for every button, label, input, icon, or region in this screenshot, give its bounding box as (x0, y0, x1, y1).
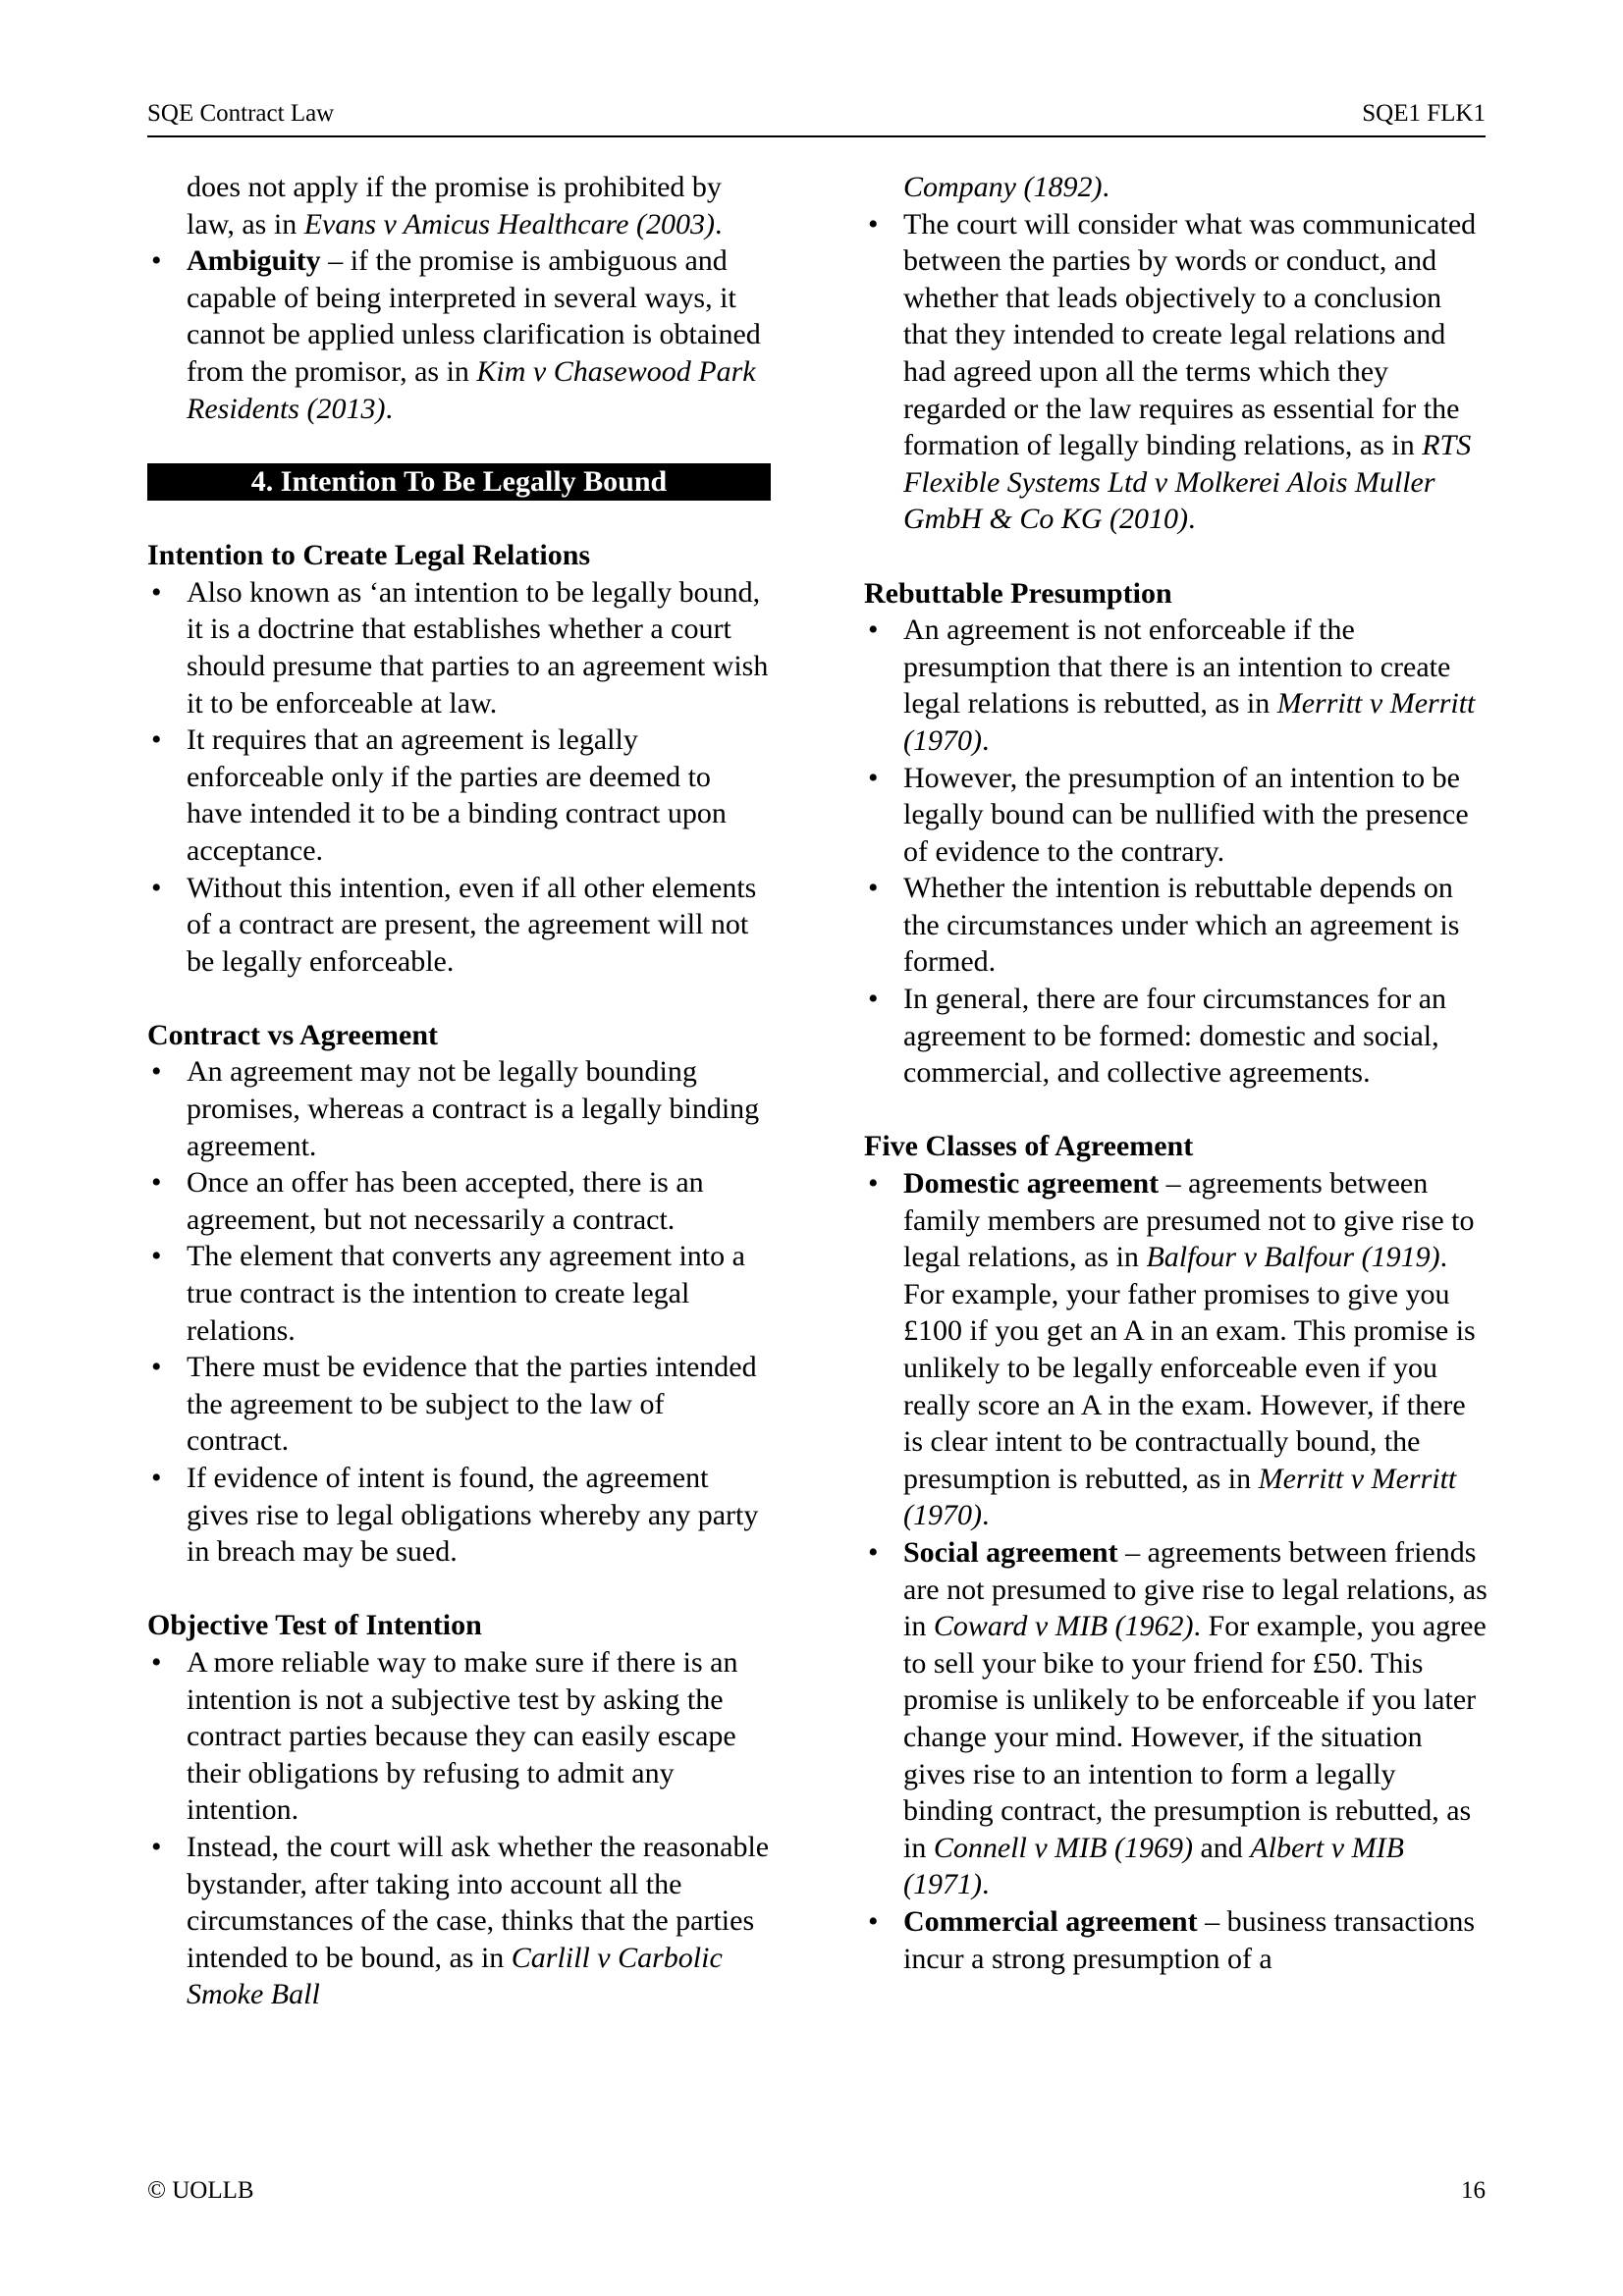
continued-paragraph: does not apply if the promise is prohibited by law, as in Evans v Amicus Healthcare (2003). (187, 171, 723, 240)
bullet-icon: • (868, 1535, 879, 1569)
list-item: • Commercial agreement – business transactions incur a strong presumption of a (868, 1904, 1476, 1975)
right-column (864, 169, 1488, 1977)
list-item: • However, the presumption of an intention to be legally bound can be nullified with the presence of evidence to the contrary. (868, 761, 1469, 868)
bullet-icon: • (868, 1904, 879, 1938)
bullet-icon: • (151, 723, 162, 757)
term: Ambiguity (187, 244, 321, 278)
list-item: • A more reliable way to make sure if there is an intention is not a subjective test by asking the contract parties because they can easily escape their obligations by refusing to admit any intention. (151, 1645, 738, 1827)
list-item: • Ambiguity – if the promise is ambiguous and capable of being interpreted in several ways, it cannot be applied unless clarification is obtained from the promisor, as in Kim v Chasewood Park Residents (2013). (151, 244, 761, 425)
list-item: • Whether the intention is rebuttable depends on the circumstances under which an agreement is formed. (868, 872, 1460, 979)
bullet-icon: • (868, 761, 879, 794)
list-item: • If evidence of intent is found, the agreement gives rise to legal obligations whereby any party in breach may be sued. (151, 1462, 759, 1569)
bullet-icon: • (151, 1166, 162, 1200)
case-citation: Balfour v Balfour (1919) (1146, 1241, 1440, 1274)
bullet-list (864, 1165, 1488, 1977)
header-code: SQE1 FLK1 (1362, 100, 1486, 127)
bullet-list (147, 1644, 771, 2013)
bullet-icon: • (151, 244, 162, 278)
continued-paragraph: Company (1892). (903, 171, 1109, 203)
bullet-icon: • (868, 207, 879, 240)
list-item: • Without this intention, even if all other elements of a contract are present, the agreement will not be legally enforceable. (151, 871, 757, 978)
bullet-list (864, 612, 1488, 1092)
list-item: • Also known as ‘an intention to be legally bound, it is a doctrine that establishes whether a court should presume that parties to an agreement wish it to be enforceable at law. (151, 575, 769, 720)
section-heading: Intention to Create Legal Relations (147, 539, 591, 572)
list-item: • In general, there are four circumstances for an agreement to be formed: domestic and social, commercial, and collective agreements. (868, 983, 1447, 1090)
list-item: • An agreement is not enforceable if the presumption that there is an intention to create legal relations is rebutted, as in Merritt v Merritt (1970). (868, 614, 1476, 757)
case-citation: RTS Flexible Systems Ltd v Molkerei Alois Muller GmbH & Co KG (2010) (903, 429, 1472, 536)
bullet-list (147, 1053, 771, 1570)
term: Domestic agreement (903, 1167, 1160, 1201)
bullet-icon: • (151, 871, 162, 904)
case-citation: Merritt v Merritt (1970) (903, 687, 1476, 757)
bullet-icon: • (151, 1351, 162, 1384)
case-citation: Kim v Chasewood Park Residents (2013) (187, 354, 756, 425)
section-heading: Five Classes of Agreement (864, 1130, 1194, 1163)
bullet-icon: • (868, 614, 879, 647)
page-number: 16 (1461, 2177, 1486, 2204)
case-citation: Coward v MIB (1962) (933, 1610, 1194, 1643)
case-citation: Connell v MIB (1969) (933, 1831, 1193, 1864)
list-item: • The element that converts any agreement into a true contract is the intention to create legal relations. (151, 1240, 745, 1347)
bullet-icon: • (868, 983, 879, 1016)
case-citation: Evans v Amicus Healthcare (2003) (303, 207, 715, 240)
bullet-list (147, 574, 771, 981)
case-citation: Merritt v Merritt (1970) (903, 1462, 1457, 1532)
list-item: • An agreement may not be legally bounding promises, whereas a contract is a legally binding agreement. (151, 1055, 760, 1162)
bullet-icon: • (868, 872, 879, 905)
bullet-icon: • (868, 1167, 879, 1201)
left-column (147, 169, 771, 2013)
case-citation: Albert v MIB (1971) (903, 1831, 1404, 1901)
list-item: • Once an offer has been accepted, there is an agreement, but not necessarily a contract. (151, 1166, 704, 1236)
list-item: • There must be evidence that the parties intended the agreement to be subject to the law of contract. (151, 1351, 757, 1458)
section-heading: Rebuttable Presumption (864, 576, 1172, 610)
bullet-list (147, 242, 771, 427)
section-heading: Objective Test of Intention (147, 1609, 482, 1642)
bullet-icon: • (151, 1645, 162, 1679)
case-citation: Carlill v Carbolic Smoke Ball (187, 1941, 723, 2011)
term: Social agreement (903, 1535, 1118, 1569)
list-item: • Instead, the court will ask whether the reasonable bystander, after taking into account all the circumstances of the case, thinks that the parties intended to be bound, as in Carlill v Carbolic Smoke Ball (151, 1830, 770, 2011)
header-title: SQE Contract Law (147, 100, 335, 127)
list-item: • The court will consider what was communicated between the parties by words or conduct, and whether that leads objectively to a conclusion that they intended to create legal relations and had agreed upon all the terms which they regarded or the law requires as essential for the formation of legally binding relations, as in RTS Flexible Systems Ltd v Molkerei Alois Muller GmbH & Co KG (2010). (868, 207, 1477, 536)
list-item: • Social agreement – agreements between friends are not presumed to give rise to legal relations, as in Coward v MIB (1962). For example, you agree to sell your bike to your friend for £50. This promise is unlikely to be enforceable if you later change your mind. However, if the situation gives rise to an intention to form a legally binding contract, the presumption is rebutted, as in Connell v MIB (1969) and Albert v MIB (1971). (868, 1535, 1488, 1901)
page-header (147, 98, 1486, 137)
term: Commercial agreement (903, 1904, 1198, 1938)
bullet-icon: • (151, 1462, 162, 1494)
bullet-icon: • (151, 1240, 162, 1273)
section-banner: 4. Intention To Be Legally Bound (147, 463, 771, 501)
list-item: • It requires that an agreement is legally enforceable only if the parties are deemed to have intended it to be a binding contract upon acceptance. (151, 723, 727, 867)
bullet-icon: • (151, 1830, 162, 1863)
case-citation: Company (1892) (903, 171, 1103, 203)
list-item: • Domestic agreement – agreements between family members are presumed not to give rise to legal relations, as in Balfour v Balfour (1919). For example, your father promises to give you £100 if you get an A in an exam. This promise is unlikely to be legally enforceable even if you really score an A in the exam. However, if there is clear intent to be contractually bound, the presumption is rebutted, as in Merritt v Merritt (1970). (868, 1167, 1476, 1532)
bullet-icon: • (151, 575, 162, 609)
bullet-list (864, 206, 1488, 538)
section-heading: Contract vs Agreement (147, 1018, 439, 1051)
copyright: © UOLLB (147, 2177, 254, 2204)
bullet-icon: • (151, 1055, 162, 1089)
